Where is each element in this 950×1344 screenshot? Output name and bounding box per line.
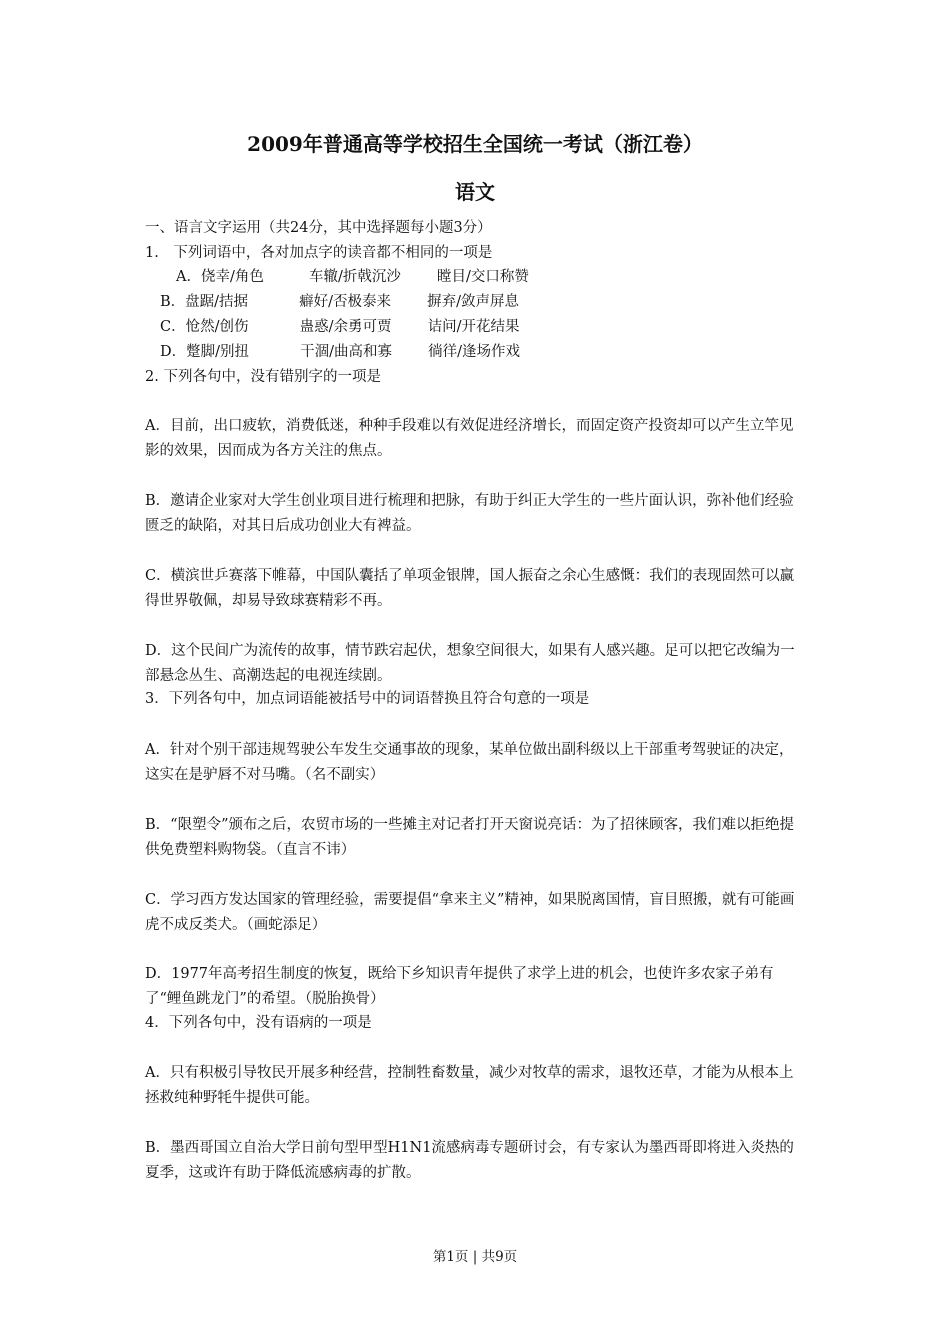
- question-2-option-c: C．横滨世乒赛落下帷幕，中国队囊括了单项金银牌，国人振奋之余心生感慨：我们的表现固然可以赢得世界敬佩，却易导致球赛精彩不再。: [145, 568, 795, 609]
- option-item: 徜徉/逢场作戏: [428, 344, 521, 360]
- question-3-stem: 3．下列各句中，加点词语能被括号中的词语替换且符合句意的一项是: [145, 691, 590, 707]
- option-item: 蛊惑/余勇可贾: [299, 319, 392, 335]
- option-item: 蹩脚/别扭: [186, 344, 250, 360]
- question-4-stem: 4．下列各句中，没有语病的一项是: [145, 1015, 372, 1031]
- question-1-stem: 1. 下列词语中，各对加点字的读音都不相同的一项是: [145, 245, 493, 261]
- question-1-option-d: [160, 341, 520, 363]
- question-3-option-c: C．学习西方发达国家的管理经验，需要提倡“拿来主义”精神，如果脱离国情，盲目照搬，就有可能画虎不成反类犬。（画蛇添足）: [145, 892, 795, 933]
- question-1-option-c: [160, 316, 520, 338]
- question-2-option-a: A．目前，出口疲软，消费低迷，种种手段难以有效促进经济增长，而固定资产投资却可以产生立竿见影的效果，因而成为各方关注的焦点。: [145, 418, 794, 459]
- question-1-option-a: [176, 266, 529, 288]
- question-3-option-d: D．1977年高考招生制度的恢复，既给下乡知识青年提供了求学上进的机会，也使许多农家子弟有了“鲤鱼跳龙门”的希望。（脱胎换骨）: [145, 966, 774, 1007]
- option-item: 干涸/曲高和寡: [300, 344, 393, 360]
- question-2-option-d: D．这个民间广为流传的故事，情节跌宕起伏，想象空间很大，如果有人感兴趣。足可以把它改编为一部悬念丛生、高潮迭起的电视连续剧。: [145, 643, 795, 684]
- section-heading: 一、语言文字运用（共24分，其中选择题每小题3分）: [145, 220, 492, 236]
- subject-title: 语文: [455, 180, 495, 204]
- question-1-option-b: [160, 291, 519, 313]
- option-item: 车辙/折戟沉沙: [308, 269, 401, 285]
- option-item: 盘踞/拮据: [185, 294, 249, 310]
- option-item: 摒弃/敛声屏息: [427, 294, 520, 310]
- option-label: B．: [160, 294, 186, 310]
- question-3-option-a: A．针对个别干部违规驾驶公车发生交通事故的现象，某单位做出副科级以上干部重考驾驶证的决定，这实在是驴唇不对马嘴。（名不副实）: [145, 742, 794, 783]
- option-label: D．: [160, 344, 187, 360]
- exam-title: 2009年普通高等学校招生全国统一考试（浙江卷）: [247, 132, 703, 156]
- option-label: C．: [160, 319, 186, 335]
- option-item: 诘问/开花结果: [427, 319, 520, 335]
- option-item: 癖好/否极泰来: [299, 294, 392, 310]
- question-2-stem: 2. 下列各句中，没有错别字的一项是: [145, 369, 381, 385]
- question-4-option-a: A．只有积极引导牧民开展多种经营，控制牲畜数量，减少对牧草的需求，退牧还草，才能为从根本上拯救纯种野牦牛提供可能。: [145, 1065, 794, 1106]
- option-item: 瞠目/交口称赞: [436, 269, 529, 285]
- question-3-option-b: B．“限塑令”颁布之后，农贸市场的一些摊主对记者打开天窗说亮话：为了招徕顾客，我们难以拒绝提供免费塑料购物袋。（直言不讳）: [145, 817, 794, 858]
- page-number: 第1页 | 共9页: [432, 1249, 518, 1265]
- option-item: 怆然/创伤: [185, 319, 249, 335]
- option-label: A．: [176, 269, 201, 285]
- option-item: 侥幸/角色: [200, 269, 264, 285]
- question-4-option-b: B．墨西哥国立自治大学日前句型甲型H1N1流感病毒专题研讨会，有专家认为墨西哥即将进入炎热的夏季，这或许有助于降低流感病毒的扩散。: [145, 1140, 794, 1181]
- question-2-option-b: B．邀请企业家对大学生创业项目进行梳理和把脉，有助于纠正大学生的一些片面认识，弥补他们经验匮乏的缺陷，对其日后成功创业大有裨益。: [145, 493, 794, 534]
